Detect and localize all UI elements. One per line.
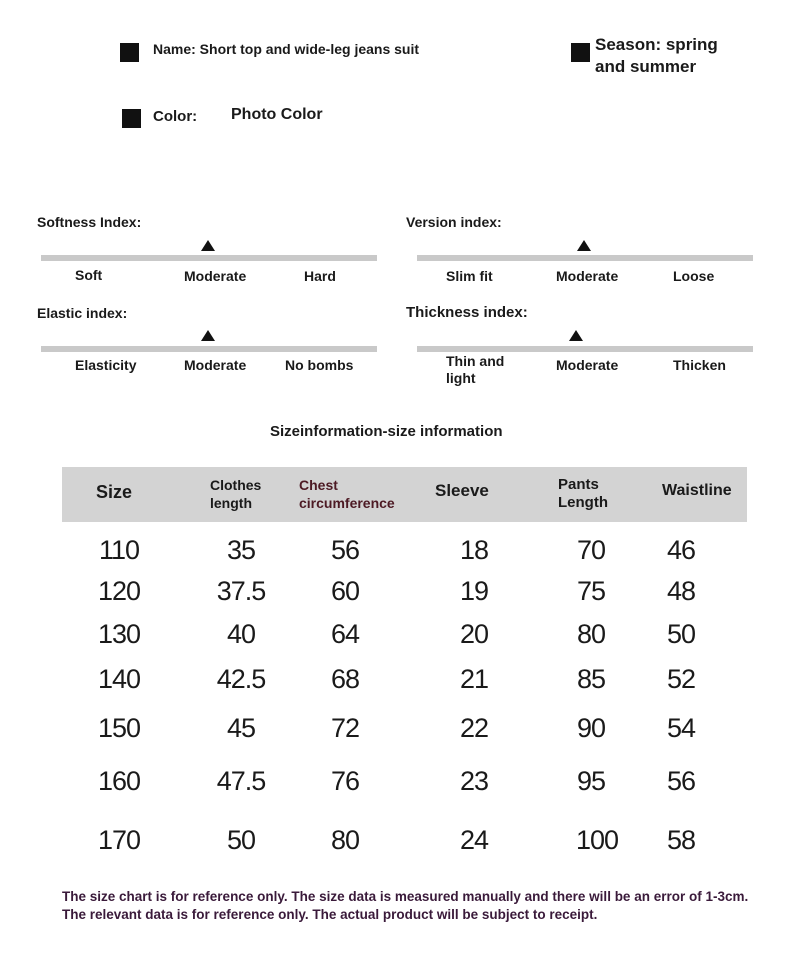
softness-index-title: Softness Index: [37,214,142,230]
header-chest-circumference: Chest circumference [299,477,395,511]
header-pants-length: Pants Length [558,476,608,511]
elastic-label-mid: Moderate [184,357,247,373]
version-index-title: Version index: [406,214,502,230]
cell-pants-length: 75 [576,576,606,606]
elastic-label-low: Elasticity [75,357,137,373]
cell-waistline: 50 [666,619,696,649]
thickness-scale-bar [417,346,753,352]
cell-waistline: 58 [666,825,696,855]
cell-clothes-length: 35 [226,535,256,565]
cell-size: 130 [97,619,141,649]
version-label-high: Loose [673,268,715,284]
cell-chest: 72 [330,713,360,743]
version-label-low: Slim fit [446,268,493,284]
thickness-index-title: Thickness index: [406,304,528,321]
cell-size: 140 [97,664,141,694]
cell-pants-length: 85 [576,664,606,694]
cell-sleeve: 23 [459,766,489,796]
cell-pants-length: 80 [576,619,606,649]
product-name: Name: Short top and wide-leg jeans suit [153,41,420,57]
name-bullet-icon [120,43,139,62]
cell-clothes-length: 50 [226,825,256,855]
cell-chest: 76 [330,766,360,796]
cell-waistline: 48 [666,576,696,606]
thickness-marker-icon [569,330,583,341]
softness-marker-icon [201,240,215,251]
color-value: Photo Color [231,106,323,123]
cell-clothes-length: 47.5 [216,766,266,796]
thickness-label-low: Thin and light [446,353,505,386]
header-waistline: Waistline [662,482,732,499]
elastic-label-high: No bombs [285,357,354,373]
cell-clothes-length: 42.5 [216,664,266,694]
cell-chest: 64 [330,619,360,649]
cell-sleeve: 20 [459,619,489,649]
cell-size: 160 [97,766,141,796]
cell-sleeve: 21 [459,664,489,694]
version-scale-bar [417,255,753,261]
cell-sleeve: 18 [459,535,489,565]
version-marker-icon [577,240,591,251]
softness-label-low: Soft [75,267,103,283]
elastic-marker-icon [201,330,215,341]
season-bullet-icon [571,43,590,62]
cell-size: 120 [97,576,141,606]
size-table-header [62,467,747,522]
cell-clothes-length: 45 [226,713,256,743]
cell-pants-length: 70 [576,535,606,565]
cell-size: 150 [97,713,141,743]
cell-clothes-length: 37.5 [216,576,266,606]
season-line-2: and summer [595,57,697,76]
elastic-scale-bar [41,346,377,352]
cell-clothes-length: 40 [226,619,256,649]
softness-scale-bar [41,255,377,261]
cell-pants-length: 100 [575,825,619,855]
header-size: Size [96,482,133,502]
cell-size: 170 [97,825,141,855]
thickness-label-mid: Moderate [556,357,619,373]
cell-pants-length: 90 [576,713,606,743]
color-label: Color: [153,108,198,125]
cell-waistline: 52 [666,664,696,694]
cell-chest: 60 [330,576,360,606]
cell-sleeve: 22 [459,713,489,743]
cell-sleeve: 19 [459,576,489,606]
cell-pants-length: 95 [576,766,606,796]
cell-waistline: 56 [666,766,696,796]
size-table-title: Sizeinformation-size information [270,423,503,440]
version-label-mid: Moderate [556,268,619,284]
cell-size: 110 [98,535,140,565]
cell-chest: 80 [330,825,360,855]
cell-chest: 68 [330,664,360,694]
header-sleeve: Sleeve [435,481,489,500]
color-bullet-icon [122,109,141,128]
cell-waistline: 54 [666,713,696,743]
cell-sleeve: 24 [459,825,489,855]
cell-chest: 56 [330,535,360,565]
softness-label-high: Hard [304,268,336,284]
softness-label-mid: Moderate [184,268,247,284]
thickness-label-high: Thicken [673,357,726,373]
elastic-index-title: Elastic index: [37,305,128,321]
size-disclaimer-note: The size chart is for reference only. The size data is measured manually and there will be an error of 1-3cm. The relevant data is for reference only. The actual product will be subject to receipt. [62,889,749,922]
header-clothes-length: Clothes length [210,477,262,511]
cell-waistline: 46 [666,535,696,565]
season-line-1: Season: spring [595,35,718,54]
